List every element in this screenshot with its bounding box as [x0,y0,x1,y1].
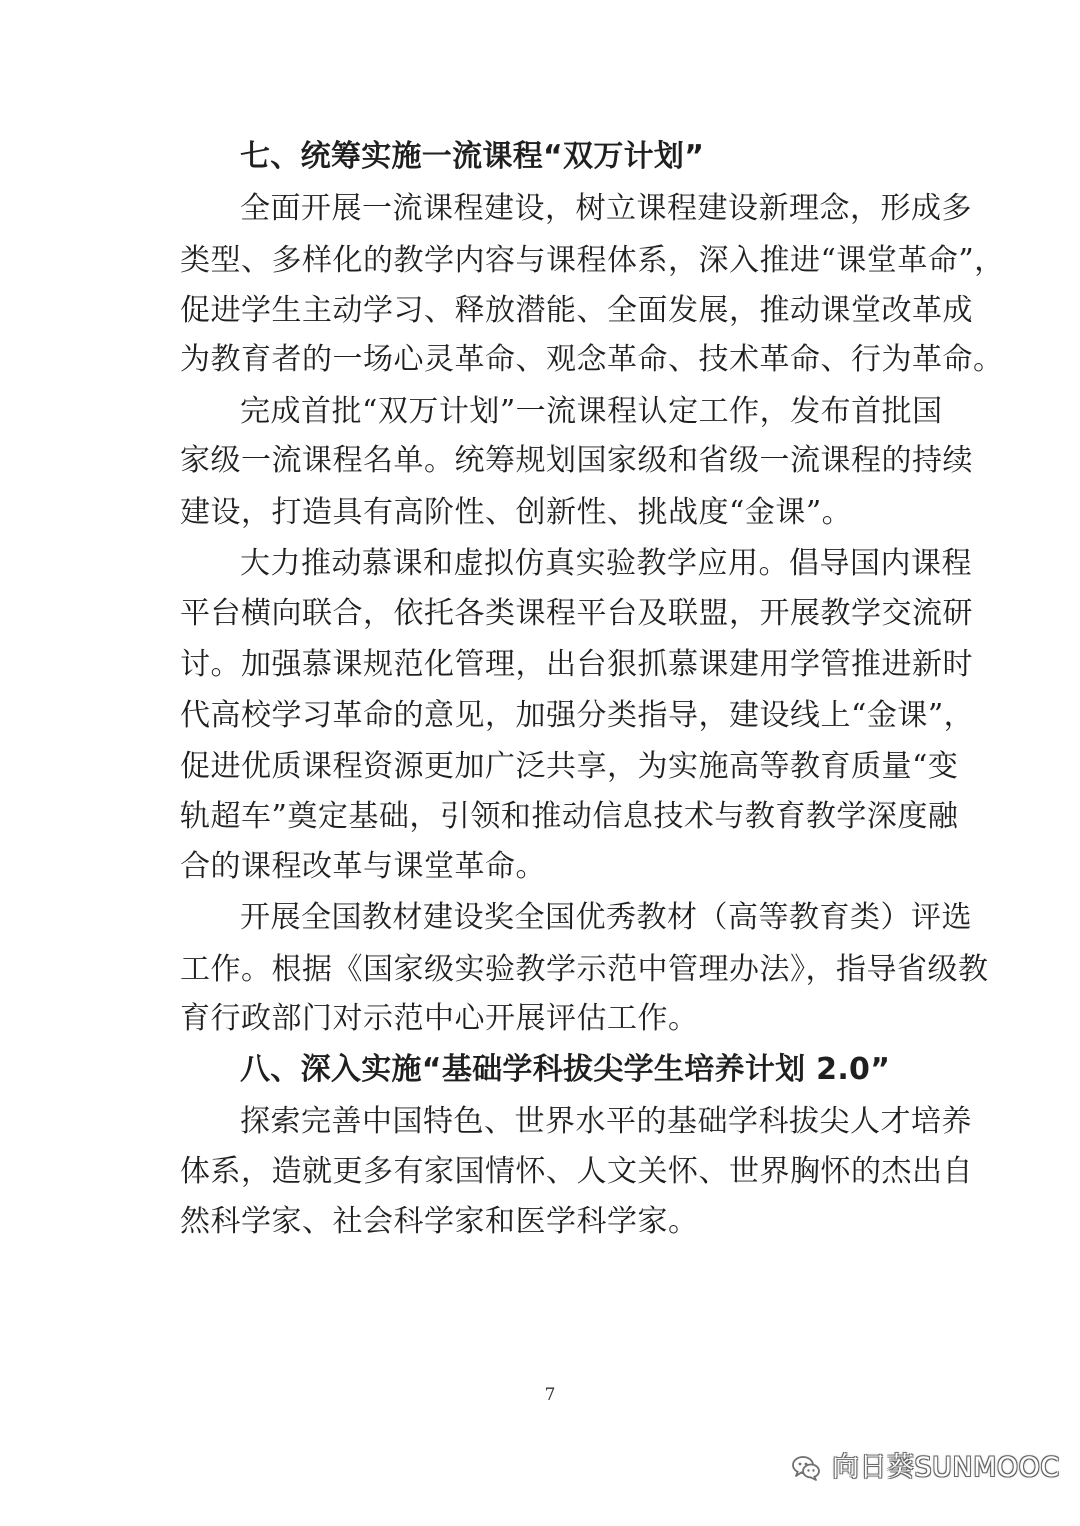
paragraph-line: 为教育者的一场心灵革命、观念革命、技术革命、行为革命。 [180,342,1004,377]
paragraph-line: 家级一流课程名单。统筹规划国家级和省级一流课程的持续 [180,443,973,478]
paragraph-line: 育行政部门对示范中心开展评估工作。 [180,1001,699,1036]
paragraph-line: 类型、多样化的教学内容与课程体系，深入推进“课堂革命”， [180,243,1005,278]
watermark-text: 向日葵SUNMOOC [832,1452,1060,1483]
paragraph-line: 建设，打造具有高阶性、创新性、挑战度“金课”。 [180,495,853,530]
watermark [790,1447,1060,1489]
wechat-icon [790,1452,822,1484]
paragraph-line: 合的课程改革与课堂革命。 [180,849,546,884]
page-number: 7 [544,1385,556,1405]
paragraph-line: 大力推动慕课和虚拟仿真实验教学应用。倡导国内课程 [240,546,972,581]
paragraph-line: 讨。加强慕课规范化管理，出台狠抓慕课建用学管推进新时 [180,647,973,682]
paragraph-line: 探索完善中国特色、世界水平的基础学科拔尖人才培养 [240,1104,972,1139]
paragraph-line: 代高校学习革命的意见，加强分类指导，建设线上“金课”， [180,698,975,733]
section-8-heading: 八、深入实施“基础学科拔尖学生培养计划 2.0” [240,1052,891,1087]
paragraph-line: 全面开展一流课程建设，树立课程建设新理念，形成多 [240,191,972,226]
paragraph-line: 轨超车”奠定基础，引领和推动信息技术与教育教学深度融 [180,799,959,834]
paragraph-line: 平台横向联合，依托各类课程平台及联盟，开展教学交流研 [180,596,973,631]
paragraph-line: 促进优质课程资源更加广泛共享，为实施高等教育质量“变 [180,749,959,784]
paragraph-line: 然科学家、社会科学家和医学科学家。 [180,1204,699,1239]
paragraph-line: 开展全国教材建设奖全国优秀教材（高等教育类）评选 [240,900,972,935]
paragraph-line: 工作。根据《国家级实验教学示范中管理办法》，指导省级教 [180,952,989,987]
section-7-heading: 七、统筹实施一流课程“双万计划” [240,139,705,174]
paragraph-line: 完成首批“双万计划”一流课程认定工作，发布首批国 [240,394,943,429]
paragraph-line: 体系，造就更多有家国情怀、人文关怀、世界胸怀的杰出自 [180,1154,973,1189]
paragraph-line: 促进学生主动学习、释放潜能、全面发展，推动课堂改革成 [180,293,973,328]
